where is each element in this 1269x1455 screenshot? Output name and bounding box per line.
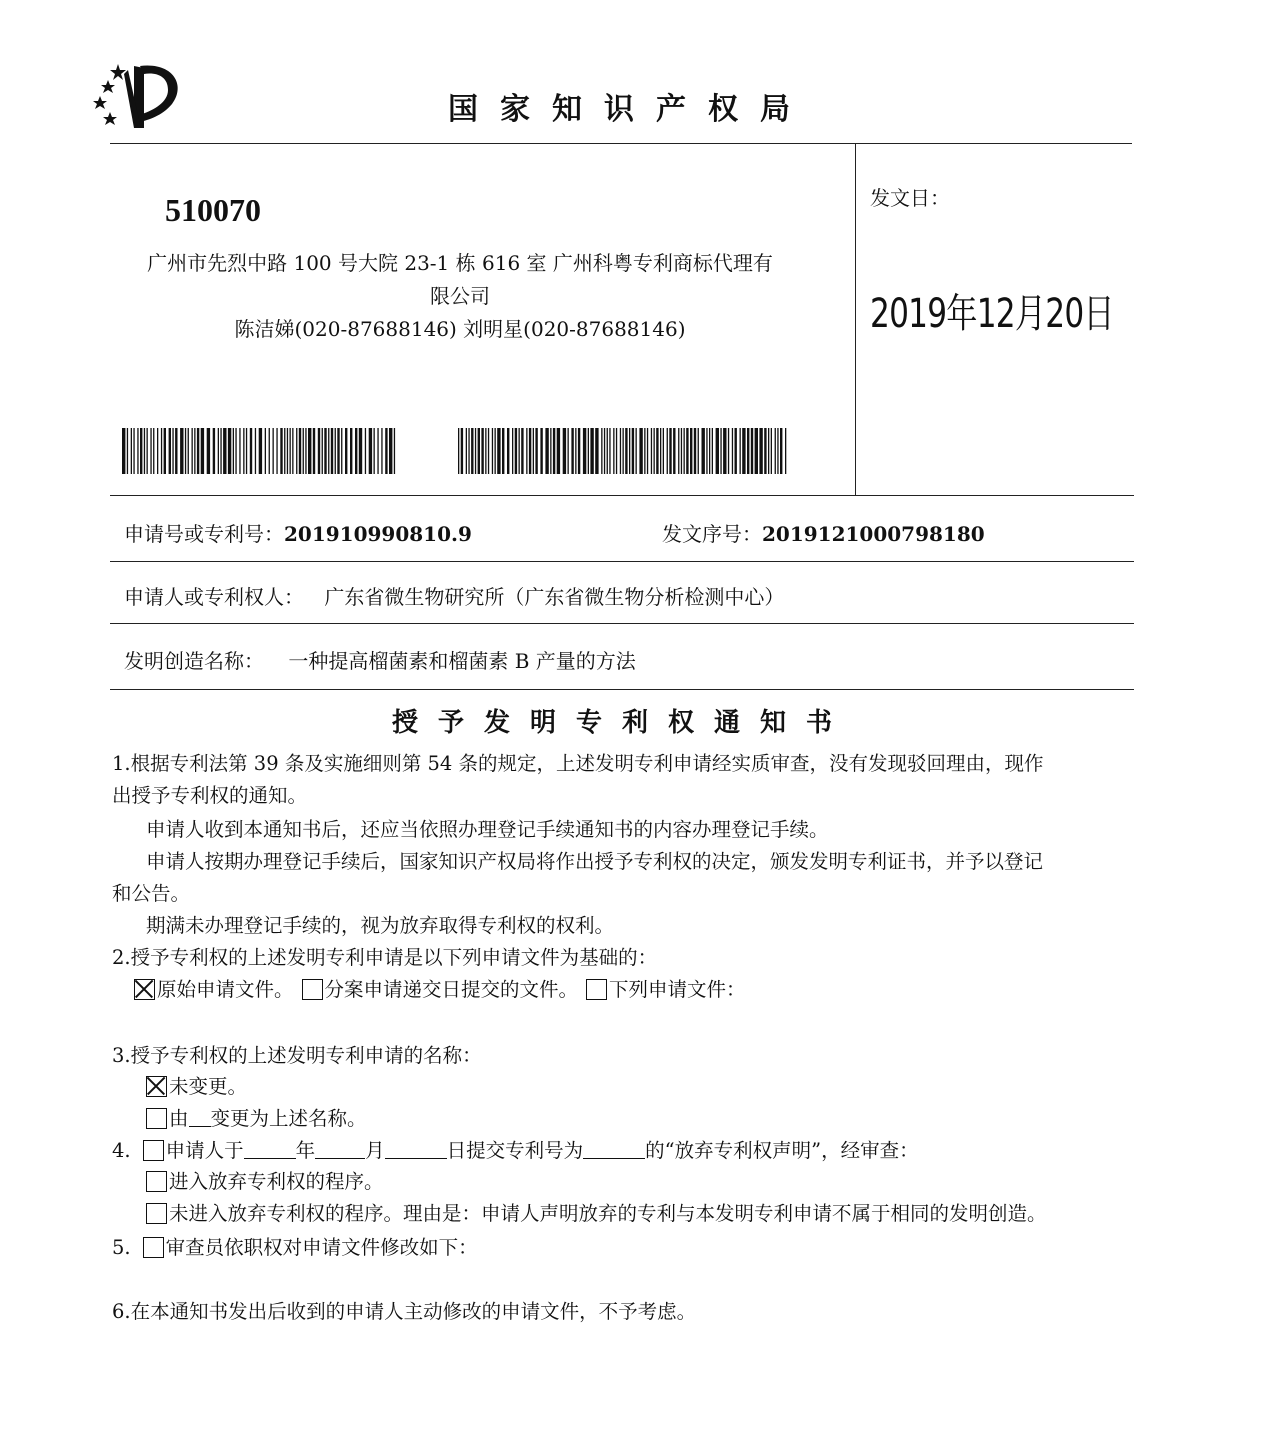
barcode-bar [201, 428, 204, 474]
barcode-bar [150, 428, 151, 474]
checkbox-following-docs[interactable] [586, 979, 607, 1000]
barcode-bar [243, 428, 244, 474]
applicant-value: 广东省微生物研究所（广东省微生物分析检测中心） [324, 585, 785, 609]
barcode-bar [255, 428, 256, 474]
barcode-bar [137, 428, 138, 474]
barcode-bar [669, 428, 671, 474]
barcode-bar [175, 428, 177, 474]
address-line-2: 限公司 [430, 284, 490, 308]
checkbox-name-unchanged[interactable] [146, 1076, 167, 1097]
barcode-bar [488, 428, 489, 474]
barcode-bar [625, 428, 627, 474]
paragraph-expiry: 期满未办理登记手续的，视为放弃取得专利权的权利。 [146, 914, 615, 937]
barcode-bar [290, 428, 291, 474]
option-waiver-entered: 进入放弃专利权的程序。 [169, 1170, 384, 1193]
barcode-bar [147, 428, 148, 474]
issue-date-value: 2019年12月20日 [870, 291, 1114, 337]
barcode-bar [385, 428, 387, 474]
barcode-bar [369, 428, 372, 474]
barcode-bar [571, 428, 573, 474]
rule-3 [110, 623, 1134, 624]
barcode-bar [588, 428, 589, 474]
paragraph-decision-line-2: 和公告。 [112, 882, 191, 905]
barcode-bar [684, 428, 685, 474]
address-line-1: 广州市先烈中路 100 号大院 23-1 栋 616 室 广州科粤专利商标代理有 [147, 251, 773, 275]
blank-patent-number[interactable] [583, 1140, 645, 1159]
item-5-number: 5. [112, 1236, 131, 1259]
barcode-bar [355, 428, 357, 474]
barcode-bar [639, 428, 642, 474]
barcode-bar [616, 428, 617, 474]
barcode-bar [751, 428, 753, 474]
barcode-bar [485, 428, 486, 474]
issue-date-label: 发文日： [870, 186, 950, 210]
barcode-bar [654, 428, 655, 474]
barcode-bar [728, 428, 729, 474]
barcode-bar [660, 428, 661, 474]
barcode-bar [735, 428, 737, 474]
barcode-bar [313, 428, 315, 474]
barcode-bar [341, 428, 342, 474]
barcode-bar [709, 428, 710, 474]
notice-title: 授予发明专利权通知书 [391, 708, 852, 738]
cnipa-logo-icon [88, 60, 188, 132]
barcode-bar [461, 428, 463, 474]
barcode-bar [521, 428, 523, 474]
barcode-bar [764, 428, 766, 474]
item-4-text-a: 申请人于 [165, 1139, 244, 1162]
serial-number-label: 发文序号： [662, 522, 762, 546]
item-4-text-b: 年 [295, 1139, 316, 1162]
barcode-bar [771, 428, 772, 474]
application-number [124, 518, 472, 547]
applicant-label: 申请人或专利权人： [124, 585, 304, 609]
item-5-text: 审查员依职权对申请文件修改如下： [165, 1236, 478, 1259]
barcode-bar [213, 428, 215, 474]
checkbox-original-docs[interactable] [134, 979, 155, 1000]
barcode-bar [578, 428, 580, 474]
barcode-bar [519, 428, 520, 474]
barcode-bar [389, 428, 392, 474]
barcode-bar [239, 428, 240, 474]
option-divisional-docs: 分案申请递交日提交的文件。 [324, 978, 579, 1001]
barcode-bar [515, 428, 517, 474]
checkbox-waiver-entered[interactable] [146, 1171, 167, 1192]
barcode-bar [331, 428, 333, 474]
barcode-bar [678, 428, 679, 474]
barcode-bar [192, 428, 193, 474]
barcode-bar [647, 428, 648, 474]
barcode-bar [512, 428, 513, 474]
serial-number [662, 518, 985, 547]
barcode-bar [185, 428, 186, 474]
barcode-bar [365, 428, 366, 474]
barcode-bar [768, 428, 769, 474]
barcode-bar [607, 428, 608, 474]
barcode-bar [359, 428, 362, 474]
rule-1 [110, 495, 1134, 496]
barcode-bar [259, 428, 262, 474]
barcode-bar [276, 428, 277, 474]
barcode-bar [350, 428, 352, 474]
barcode-bar [667, 428, 668, 474]
option-following-docs: 下列申请文件： [609, 978, 746, 1001]
barcode-bar [169, 428, 171, 474]
barcode-bar [563, 428, 566, 474]
barcode-bar [785, 428, 786, 474]
barcode-bar [197, 428, 199, 474]
barcode-bar [533, 428, 534, 474]
barcode-bar [337, 428, 339, 474]
barcode-bar [613, 428, 614, 474]
barcode-bar [122, 428, 125, 474]
barcode-bar [328, 428, 329, 474]
barcode-icon [458, 428, 788, 474]
barcode-bar [296, 428, 297, 474]
barcode-bar [698, 428, 699, 474]
barcode-bar [324, 428, 326, 474]
barcode-bar [233, 428, 234, 474]
barcode-bar [777, 428, 778, 474]
barcode-bar [265, 428, 266, 474]
barcode-bar [188, 428, 189, 474]
barcode-bar [273, 428, 274, 474]
barcode-bar [157, 428, 158, 474]
option-original-docs: 原始申请文件。 [157, 978, 294, 1001]
item-4-option-2 [146, 1198, 1047, 1226]
item-4-text-c: 月 [365, 1139, 385, 1162]
invention-row [124, 645, 636, 674]
barcode-bar [529, 428, 531, 474]
barcode-bar [595, 428, 598, 474]
barcode-bar [381, 428, 382, 474]
barcode-bar [478, 428, 480, 474]
item-4-text-d: 日提交专利号为 [446, 1139, 584, 1162]
barcode-bar [292, 428, 293, 474]
barcode-bar [502, 428, 504, 474]
item-3: 3.授予专利权的上述发明专利申请的名称： [112, 1044, 482, 1067]
barcode-bar [620, 428, 621, 474]
barcode-bar [322, 428, 323, 474]
barcode-bar [194, 428, 195, 474]
barcode-bar [690, 428, 692, 474]
invention-value: 一种提高榴菌素和榴菌素 B 产量的方法 [288, 649, 636, 673]
item-4-option-1 [146, 1166, 384, 1194]
serial-number-value: 2019121000798180 [762, 522, 985, 546]
barcode-bar [629, 428, 630, 474]
barcode-bar [507, 428, 509, 474]
barcode-bar [623, 428, 624, 474]
barcode-bar [740, 428, 741, 474]
barcode-bar [747, 428, 749, 474]
option-waiver-not-entered: 未进入放弃专利权的程序。理由是：申请人声明放弃的专利与本发明专利申请不属于相同的发明创造。 [169, 1202, 1047, 1225]
item-2-options [134, 974, 746, 1002]
item-4-number: 4. [112, 1139, 131, 1162]
barcode-bar [131, 428, 132, 474]
barcode-bar [345, 428, 347, 474]
paragraph-registration: 申请人收到本通知书后，还应当依照办理登记手续通知书的内容办理登记手续。 [146, 818, 829, 841]
item-4-text-e: 的“放弃专利权声明”，经审查： [645, 1139, 919, 1162]
item-6: 6.在本通知书发出后收到的申请人主动修改的申请文件，不予考虑。 [112, 1300, 697, 1323]
barcode-bar [604, 428, 605, 474]
barcode-bar [583, 428, 586, 474]
barcode-bar [663, 428, 664, 474]
barcode-bar [305, 428, 306, 474]
barcode-bar [495, 428, 496, 474]
barcode-bar [720, 428, 721, 474]
rule-2 [110, 561, 1134, 562]
checkbox-waiver-not-entered[interactable] [146, 1203, 167, 1224]
option-name-changed-suffix: 变更为上述名称。 [210, 1107, 367, 1130]
barcode-bar [161, 428, 162, 474]
item-2: 2.授予专利权的上述发明专利申请是以下列申请文件为基础的： [112, 946, 658, 969]
barcode-bar [164, 428, 166, 474]
option-name-unchanged: 未变更。 [169, 1075, 248, 1098]
barcode-bar [755, 428, 758, 474]
barcode-bar [377, 428, 378, 474]
barcode-bar [497, 428, 500, 474]
barcode-bar [673, 428, 675, 474]
barcode-bar [280, 428, 282, 474]
barcode-bar [526, 428, 527, 474]
barcode-bar [228, 428, 231, 474]
item-1-line-1: 1.根据专利法第 39 条及实施细则第 54 条的规定，上述发明专利申请经实质审查，没有发现驳回理由，现作 [112, 752, 1044, 775]
barcode-bar [651, 428, 652, 474]
barcode-bar [180, 428, 183, 474]
barcode-bar [686, 428, 688, 474]
barcode-bar [475, 428, 476, 474]
barcode-bar [575, 428, 576, 474]
blank-field[interactable] [189, 1108, 211, 1127]
checkbox-divisional-docs[interactable] [302, 979, 323, 1000]
option-name-changed-prefix: 由 [169, 1107, 189, 1130]
contacts: 陈洁娣(020-87688146) 刘明星(020-87688146) [234, 317, 686, 341]
barcode-bar [590, 428, 593, 474]
barcode-bar [471, 428, 473, 474]
date-divider [855, 143, 856, 496]
barcode-bar [540, 428, 542, 474]
barcode-bar [723, 428, 726, 474]
barcode-bar [656, 428, 658, 474]
barcode-bar [127, 428, 128, 474]
barcode-bar [759, 428, 762, 474]
barcode-bar [458, 428, 459, 474]
barcode-bar [303, 428, 304, 474]
barcode-bar [374, 428, 375, 474]
barcode-bar [545, 428, 548, 474]
blank-day[interactable] [385, 1140, 447, 1159]
barcode-bar [318, 428, 320, 474]
barcode-bar [780, 428, 782, 474]
barcode-bar [601, 428, 602, 474]
barcode-bar [250, 428, 252, 474]
invention-label: 发明创造名称： [124, 649, 264, 673]
barcode-bar [742, 428, 745, 474]
barcode-bar [775, 428, 776, 474]
barcode-bar [220, 428, 221, 474]
postcode: 510070 [165, 192, 261, 228]
barcode-bar [481, 428, 483, 474]
barcode-bar [394, 428, 395, 474]
barcode-bar [681, 428, 682, 474]
barcode-bar [172, 428, 173, 474]
barcode-bar [557, 428, 560, 474]
barcode-bar [235, 428, 236, 474]
item-4 [112, 1135, 919, 1163]
barcode-bar [632, 428, 634, 474]
top-rule [110, 143, 1132, 144]
barcode-bar [706, 428, 707, 474]
barcode-bar [133, 428, 134, 474]
applicant-row [124, 581, 784, 610]
barcode-bar [694, 428, 696, 474]
checkbox-waiver-declaration[interactable] [143, 1140, 164, 1161]
item-3-option-1 [146, 1071, 247, 1099]
barcode-bar [308, 428, 311, 474]
barcode-bar [492, 428, 493, 474]
barcode-bar [550, 428, 551, 474]
application-number-label: 申请号或专利号： [124, 522, 284, 546]
barcode-bar [553, 428, 555, 474]
barcode-bar [468, 428, 469, 474]
barcode-bar [609, 428, 610, 474]
item-3-option-2 [146, 1103, 367, 1131]
barcode-bar [716, 428, 719, 474]
checkbox-examiner-amend[interactable] [143, 1237, 164, 1258]
barcode-bar [246, 428, 247, 474]
barcode-bar [284, 428, 285, 474]
blank-month[interactable] [315, 1140, 365, 1159]
barcode-icon [122, 428, 398, 474]
barcode-bar [287, 428, 288, 474]
barcode-bar [218, 428, 219, 474]
paragraph-decision-line-1: 申请人按期办理登记手续后，国家知识产权局将作出授予专利权的决定，颁发发明专利证书，并予以登记 [146, 850, 1044, 873]
application-number-value: 201910990810.9 [284, 522, 472, 546]
barcode-bar [568, 428, 569, 474]
barcode-bar [299, 428, 301, 474]
barcode-bar [732, 428, 733, 474]
item-1-line-2: 出授予专利权的通知。 [112, 784, 308, 807]
barcode-bar [335, 428, 336, 474]
barcode-bar [466, 428, 467, 474]
blank-year[interactable] [244, 1140, 296, 1159]
checkbox-name-changed[interactable] [146, 1108, 167, 1129]
barcode-bar [140, 428, 142, 474]
barcode-bar [535, 428, 537, 474]
barcode-bar [153, 428, 154, 474]
barcode-bar [223, 428, 226, 474]
barcode-bar [712, 428, 713, 474]
rule-4 [110, 689, 1134, 690]
barcode-bar [144, 428, 145, 474]
barcode-bar [702, 428, 705, 474]
barcode-bar [207, 428, 210, 474]
office-title: 国家知识产权局 [448, 92, 812, 127]
barcode-bar [644, 428, 645, 474]
barcode-bar [269, 428, 270, 474]
item-5 [112, 1232, 478, 1260]
barcode-bar [636, 428, 637, 474]
